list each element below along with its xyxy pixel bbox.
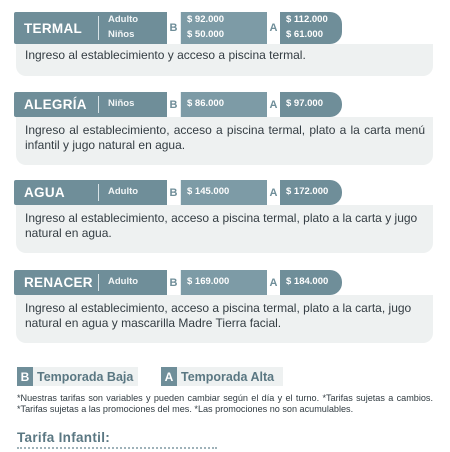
child-rate-heading: Tarifa Infantil: bbox=[17, 430, 111, 445]
divider bbox=[98, 96, 99, 113]
legend-low-season bbox=[17, 367, 138, 386]
low-season-badge: B bbox=[167, 180, 180, 205]
price-low-adulto: $ 92.000 bbox=[187, 14, 224, 25]
price-high-adulto: $ 112.000 bbox=[286, 14, 328, 25]
agua-header-bar bbox=[14, 180, 342, 205]
price-low: $ 86.000 bbox=[187, 98, 224, 109]
agua-description: Ingreso al establecimiento, acceso a piscina termal, plato a la carta y jugo natural en agua. bbox=[16, 205, 433, 253]
renacer-header-bar bbox=[14, 270, 342, 295]
high-season-badge: A bbox=[267, 12, 280, 44]
high-season-badge: A bbox=[161, 367, 177, 386]
termal-description: Ingreso al establecimiento y acceso a piscina termal. bbox=[16, 44, 433, 76]
high-season-badge: A bbox=[267, 270, 280, 295]
legend-high-season bbox=[161, 367, 283, 386]
row-label-ninos: Niños bbox=[108, 29, 135, 40]
price-high: $ 97.000 bbox=[286, 98, 323, 109]
divider bbox=[98, 16, 99, 40]
row-label-adulto: Adulto bbox=[108, 186, 139, 197]
low-season-badge: B bbox=[167, 92, 180, 117]
legend-high-label: Temporada Alta bbox=[181, 369, 275, 384]
price-low: $ 169.000 bbox=[187, 276, 230, 287]
alegria-header-bar bbox=[14, 92, 342, 117]
low-season-badge: B bbox=[167, 12, 180, 44]
low-season-badge: B bbox=[17, 367, 33, 386]
alegria-description: Ingreso al establecimiento, acceso a piscina termal, plato a la carta menú infantil y jugo natural en agua. bbox=[16, 117, 433, 165]
section-title: TERMAL bbox=[24, 20, 83, 36]
termal-header-bar bbox=[14, 12, 342, 44]
row-label-adulto: Adulto bbox=[108, 276, 139, 287]
price-high-ninos: $ 61.000 bbox=[286, 29, 323, 40]
price-low: $ 145.000 bbox=[187, 186, 230, 197]
divider bbox=[98, 184, 99, 201]
high-season-badge: A bbox=[267, 180, 280, 205]
low-season-badge: B bbox=[167, 270, 180, 295]
divider bbox=[98, 274, 99, 291]
high-season-badge: A bbox=[267, 92, 280, 117]
section-title: RENACER bbox=[24, 275, 93, 290]
legend-low-label: Temporada Baja bbox=[37, 369, 134, 384]
row-label-adulto: Adulto bbox=[108, 14, 139, 25]
price-high: $ 184.000 bbox=[286, 276, 329, 287]
pricing-note: *Nuestras tarifas son variables y pueden cambiar según el día y el turno. *Tarifas sujetas a cambios. *Tarifas sujetas a las promociones del mes. *Las promociones no son acumulables. bbox=[17, 393, 433, 414]
price-low-ninos: $ 50.000 bbox=[187, 29, 224, 40]
section-title: AGUA bbox=[24, 185, 65, 200]
price-high: $ 172.000 bbox=[286, 186, 329, 197]
section-title: ALEGRÍA bbox=[24, 97, 87, 112]
renacer-description: Ingreso al establecimiento, acceso a piscina termal, plato a la carta, jugo natural en agua y mascarilla Madre Tierra facial. bbox=[16, 295, 433, 343]
row-label-ninos: Niños bbox=[108, 98, 135, 109]
